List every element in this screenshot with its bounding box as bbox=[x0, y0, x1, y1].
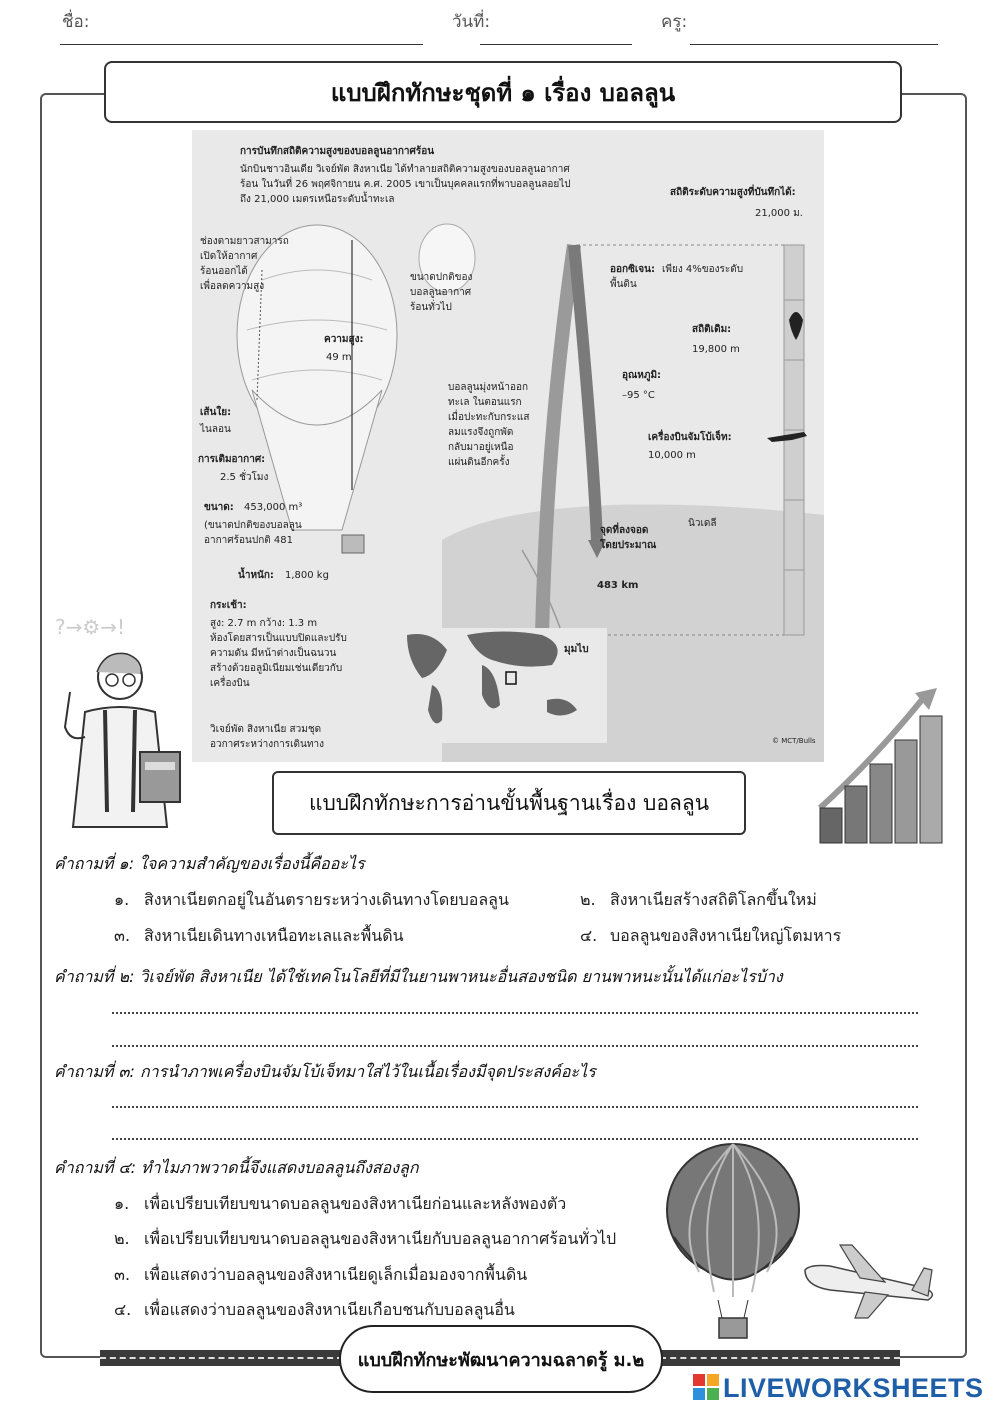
basket-label: กระเช้า: bbox=[210, 600, 247, 611]
q3-answer-line-1[interactable] bbox=[112, 1106, 918, 1108]
q4-option-4-num: ๔. bbox=[114, 1300, 132, 1319]
q4-option-3-num: ๓. bbox=[114, 1265, 131, 1284]
inflation-label: การเติมอากาศ: bbox=[198, 454, 266, 465]
oxygen-value: เพียง 4%ของระดับ พื้นดิน bbox=[610, 264, 744, 290]
airplane-icon bbox=[800, 1240, 940, 1320]
brand-text: LIVEWORKSHEETS bbox=[723, 1373, 984, 1403]
teacher-illustration bbox=[45, 612, 195, 842]
old-record-label: สถิติเดิม: bbox=[692, 324, 732, 335]
q4-option-3-text: เพื่อแสดงว่าบอลลูนของสิงหาเนียดูเล็กเมื่อมองจากพื้นดิน bbox=[144, 1265, 528, 1284]
q1-option-1-num: ๑. bbox=[114, 890, 130, 909]
basket-text: สูง: 2.7 m กว้าง: 1.3 m ห้องโดยสารเป็นแบบปิดและปรับ ความดัน มีหน้าต่างเป็นฉนวน สร้างด้วยอลูมิเนียมเช่นเดียวกับ เครื่องบิน bbox=[210, 618, 347, 689]
normal-size-note: ขนาดปกติของ บอลลูนอากาศ ร้อนทั่วไป bbox=[410, 272, 473, 313]
liveworksheets-logo-icon bbox=[693, 1374, 719, 1400]
temperature-value: –95 °C bbox=[622, 390, 655, 401]
balloon-infographic bbox=[192, 130, 824, 762]
question-1: คำถามที่ ๑: ใจความสำคัญของเรื่องนี้คืออะไร bbox=[54, 854, 365, 873]
teacher-label: ครู: bbox=[661, 12, 688, 32]
question-4: คำถามที่ ๔: ทำไมภาพวาดนี้จึงแสดงบอลลูนถึงสองลูก bbox=[54, 1158, 419, 1177]
q2-answer-line-1[interactable] bbox=[112, 1012, 918, 1014]
q1-option-3[interactable] bbox=[114, 924, 404, 949]
footer-title: แบบฝึกทักษะพัฒนาความฉลาดรู้ ม.๒ bbox=[339, 1325, 663, 1393]
q1-option-2-num: ๒. bbox=[580, 890, 596, 909]
info-intro: นักบินชาวอินเดีย วิเจย์พัต สิงหาเนีย ได้ทำลายสถิติความสูงของบอลลูนอากาศ ร้อน ในวันที่ 26 พฤศจิกายน ค.ศ. 2005 เขาเป็นบุคคลแรกที่พาบอลลูนลอยไป ถึง 21,000 เมตรเหนือระดับน้ำทะเล bbox=[240, 164, 571, 205]
q3-answer-line-2[interactable] bbox=[112, 1138, 918, 1140]
fabric-value: ไนลอน bbox=[200, 424, 231, 435]
q4-option-1-text: เพื่อเปรียบเทียบขนาดบอลลูนของสิงหาเนียก่อนและหลังพองตัว bbox=[144, 1194, 567, 1213]
new-delhi-label: นิวเดลี bbox=[688, 518, 717, 529]
name-label: ชื่อ: bbox=[62, 12, 90, 32]
height-value: 49 m bbox=[326, 352, 352, 363]
q1-option-2-text: สิงหาเนียสร้างสถิติโลกขึ้นใหม่ bbox=[610, 890, 817, 909]
q1-option-4[interactable] bbox=[580, 924, 841, 949]
distance-label: 483 km bbox=[597, 580, 639, 591]
descent-arrow bbox=[574, 245, 597, 540]
teacher-input-line[interactable] bbox=[690, 44, 938, 45]
growth-chart-icon bbox=[815, 688, 945, 848]
temperature-label: อุณหภูมิ: bbox=[622, 370, 662, 381]
q1-option-4-num: ๔. bbox=[580, 926, 598, 945]
q4-option-2[interactable] bbox=[114, 1227, 616, 1252]
name-input-line[interactable] bbox=[60, 44, 423, 45]
info-heading: การบันทึกสถิติความสูงของบอลลูนอากาศร้อน bbox=[240, 146, 435, 157]
jet-value: 10,000 m bbox=[648, 450, 696, 461]
mumbai-label: มุมไบ bbox=[564, 644, 589, 655]
q1-option-1-text: สิงหาเนียตกอยู่ในอันตรายระหว่างเดินทางโดยบอลลูน bbox=[144, 890, 509, 909]
q4-option-1[interactable] bbox=[114, 1192, 566, 1217]
svg-text:?→⚙→!: ?→⚙→! bbox=[55, 615, 126, 639]
q4-option-2-num: ๒. bbox=[114, 1229, 130, 1248]
credit-text: © MCT/Bulls bbox=[772, 737, 816, 745]
q1-option-1[interactable] bbox=[114, 888, 509, 913]
record-label: สถิติระดับความสูงที่บันทึกได้: bbox=[670, 187, 796, 198]
footer-road-right bbox=[660, 1350, 900, 1366]
q4-option-2-text: เพื่อเปรียบเทียบขนาดบอลลูนของสิงหาเนียกับบอลลูนอากาศร้อนทั่วไป bbox=[144, 1229, 617, 1248]
liveworksheets-brand[interactable] bbox=[693, 1373, 984, 1404]
pilot-text: วิเจย์พัต สิงหาเนีย สวมชุด อวกาศระหว่างการเดินทาง bbox=[210, 724, 324, 750]
q4-option-4-text: เพื่อแสดงว่าบอลลูนของสิงหาเนียเกือบชนกับบอลลูนอื่น bbox=[144, 1300, 515, 1319]
reading-exercise-subtitle: แบบฝึกทักษะการอ่านขั้นพื้นฐานเรื่อง บอลลูน bbox=[272, 771, 746, 835]
size-value: 453,000 m³ bbox=[244, 502, 303, 513]
fabric-label: เส้นใย: bbox=[200, 407, 232, 418]
date-input-line[interactable] bbox=[480, 44, 632, 45]
height-label: ความสูง: bbox=[324, 334, 364, 345]
record-value: 21,000 ม. bbox=[755, 208, 803, 219]
drift-note: บอลลูนมุ่งหน้าออก ทะเล ในตอนแรก เมื่อปะทะกับกระแส ลมแรงจึงถูกพัด กลับมาอยู่เหนือ แผ่นดินอีกครั้ง bbox=[448, 382, 530, 468]
q1-option-3-num: ๓. bbox=[114, 926, 131, 945]
old-record-value: 19,800 m bbox=[692, 344, 740, 355]
balloon-basket bbox=[342, 535, 364, 553]
oxygen-label: ออกซิเจน: bbox=[610, 264, 655, 275]
size-label: ขนาด: bbox=[204, 502, 234, 513]
jet-label: เครื่องบินจัมโบ้เจ็ท: bbox=[648, 432, 732, 443]
size-note: (ขนาดปกติของบอลลูน อากาศร้อนปกติ 481 bbox=[204, 520, 302, 546]
worksheet-title: แบบฝึกทักษะชุดที่ ๑ เรื่อง บอลลูน bbox=[104, 61, 902, 123]
q1-option-2[interactable] bbox=[580, 888, 817, 913]
date-label: วันที่: bbox=[452, 12, 491, 32]
weight-label: น้ำหนัก: bbox=[238, 570, 274, 581]
q2-answer-line-2[interactable] bbox=[112, 1045, 918, 1047]
weight-value: 1,800 kg bbox=[285, 570, 329, 581]
vent-note: ช่องตามยาวสามารถ เปิดให้อากาศ ร้อนออกได้ เพื่อลดความสูง bbox=[200, 236, 289, 292]
hot-air-balloon-icon bbox=[664, 1142, 802, 1342]
q1-option-4-text: บอลลูนของสิงหาเนียใหญ่โตมหาร bbox=[610, 926, 842, 945]
landing-label: จุดที่ลงจอด โดยประมาณ bbox=[600, 525, 657, 551]
footer-road-left bbox=[100, 1350, 343, 1366]
inflation-value: 2.5 ชั่วโมง bbox=[220, 472, 269, 483]
question-2: คำถามที่ ๒: วิเจย์พัต สิงหาเนีย ได้ใช้เทคโนโลยีที่มีในยานพาหนะอื่นสองชนิด ยานพาหนะนั้นได้แก่อะไรบ้าง bbox=[54, 967, 783, 986]
q4-option-1-num: ๑. bbox=[114, 1194, 130, 1213]
q4-option-3[interactable] bbox=[114, 1263, 527, 1288]
question-3: คำถามที่ ๓: การนำภาพเครื่องบินจัมโบ้เจ็ทมาใส่ไว้ในเนื้อเรื่องมีจุดประสงค์อะไร bbox=[54, 1062, 596, 1081]
q4-option-4[interactable] bbox=[114, 1298, 515, 1323]
q1-option-3-text: สิงหาเนียเดินทางเหนือทะเลและพื้นดิน bbox=[144, 926, 404, 945]
